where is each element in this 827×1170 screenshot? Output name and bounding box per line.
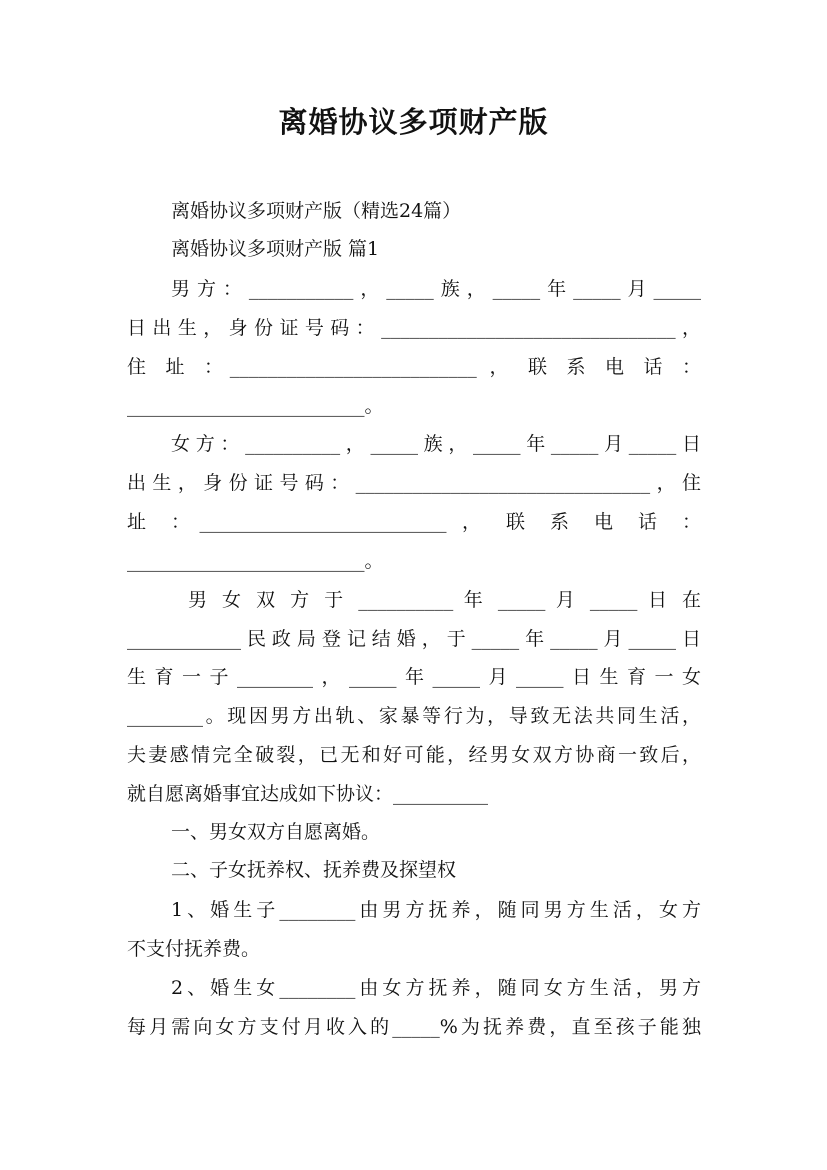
paragraph-line: 每月需向女方支付月收入的_____%为抚养费，直至孩子能独 <box>127 1016 701 1038</box>
section-heading: 离婚协议多项财产版 篇1 <box>171 238 380 260</box>
paragraph-line: 男方：___________，_____族，_____年_____月_____ <box>171 278 701 300</box>
paragraph-line: 1、婚生子________由男方抚养，随同男方生活，女方 <box>171 899 701 921</box>
paragraph-line: ____________民政局登记结婚，于_____年_____月_____日 <box>127 628 701 650</box>
paragraph-line: 址 ：__________________________ ， 联 系 电 话 ： <box>127 511 701 533</box>
clause-heading: 二、子女抚养权、抚养费及探望权 <box>171 859 457 881</box>
paragraph-line: ________。现因男方出轨、家暴等行为，导致无法共同生活， <box>127 705 701 727</box>
paragraph-line: 生育一子________，_____年_____月_____日生育一女 <box>127 666 701 688</box>
paragraph-line: _________________________。 <box>127 395 384 417</box>
paragraph-line: 住 址 ：__________________________ ， 联 系 电 话 ： <box>127 356 701 378</box>
paragraph-line: 2、婚生女________由女方抚养，随同女方生活，男方 <box>171 977 701 999</box>
subtitle-line: 离婚协议多项财产版（精选24篇） <box>171 200 462 222</box>
paragraph-line: _________________________。 <box>127 550 384 572</box>
document-title: 离婚协议多项财产版 <box>278 105 549 139</box>
paragraph-line: 男 女 双 方 于 __________ 年 _____ 月 _____ 日 在 <box>188 589 701 611</box>
paragraph-line: 日出生，身份证号码：_______________________________， <box>127 317 701 339</box>
paragraph-line: 不支付抚养费。 <box>127 938 261 960</box>
paragraph-line: 就自愿离婚事宜达成如下协议：__________ <box>127 783 489 805</box>
paragraph-line: 夫妻感情完全破裂，已无和好可能，经男女双方协商一致后， <box>127 744 701 766</box>
paragraph-line: 出生，身份证号码：_______________________________，住 <box>127 472 701 494</box>
clause-heading: 一、男女双方自愿离婚。 <box>171 821 381 843</box>
paragraph-line: 女方：__________，_____族，_____年_____月_____日 <box>171 433 701 455</box>
